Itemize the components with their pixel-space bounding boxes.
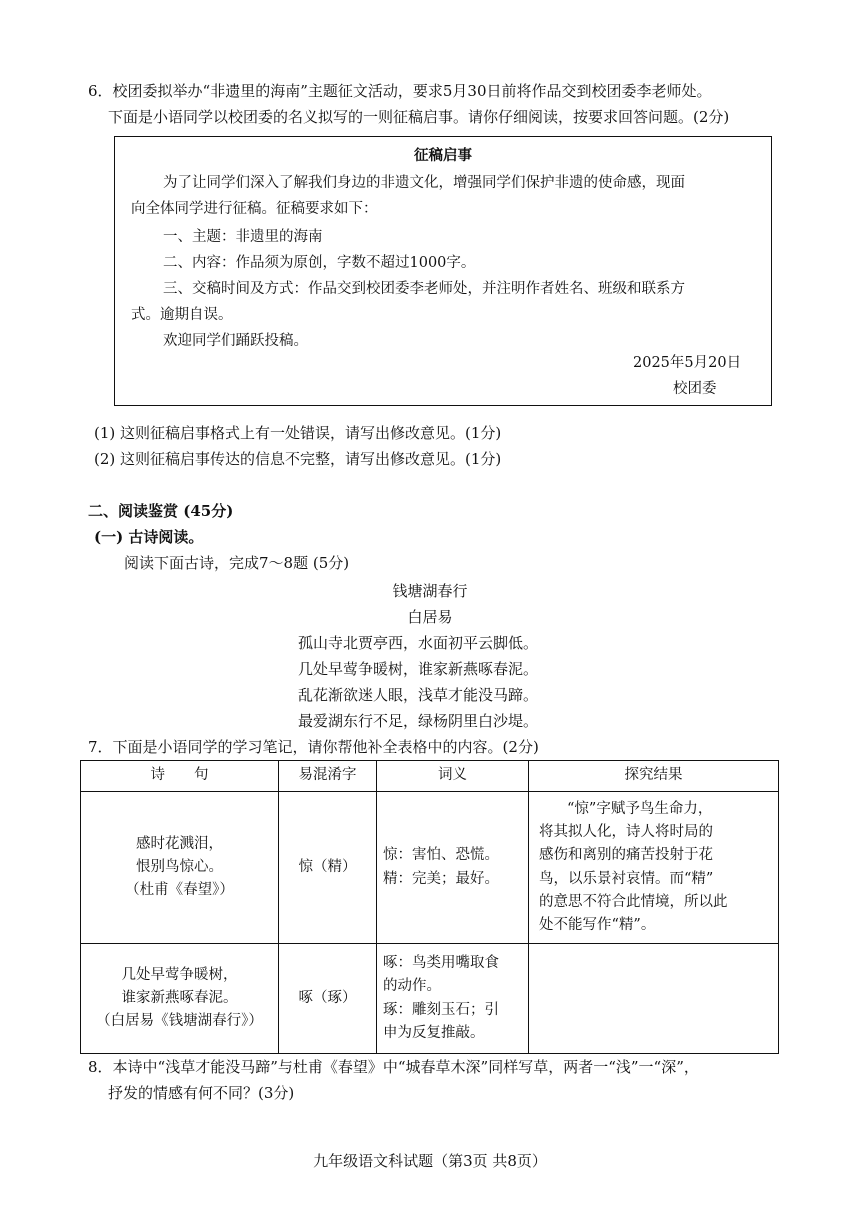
page-footer: 九年级语文科试题（第3页 共8页） [313, 1152, 547, 1170]
row2-verse-line: 谁家新燕啄春泥。 [121, 989, 238, 1006]
part-1-heading: (一) 古诗阅读。 [94, 528, 204, 546]
poem-line-4: 最爱湖东行不足，绿杨阴里白沙堤。 [298, 712, 539, 730]
header-result: 探究结果 [529, 761, 779, 792]
row1-verse-line: 恨别鸟惊心。 [136, 858, 223, 875]
poem-author: 白居易 [407, 608, 453, 626]
study-notes-table [80, 760, 779, 1054]
row2-verse-source: （白居易《钱塘湖春行》） [96, 1013, 263, 1030]
row2-meaning-line: 的动作。 [383, 978, 441, 995]
row1-result [529, 792, 779, 944]
row1-result-line: 将其拟人化，诗人将时局的 [539, 824, 713, 841]
poem-line-1: 孤山寺北贾亭西，水面初平云脚低。 [298, 634, 539, 652]
row2-result-blank[interactable] [529, 944, 779, 1054]
row2-meaning-line: 啄：鸟类用嘴取食 [383, 955, 499, 972]
notice-item-3b: 式。逾期自误。 [131, 307, 233, 323]
row1-verse-line: 感时花溅泪， [136, 835, 223, 852]
notice-intro-2: 向全体同学进行征稿。征稿要求如下： [131, 201, 378, 217]
row1-chars: 惊（精） [279, 792, 377, 944]
table-row [81, 792, 779, 944]
q8-line-2: 抒发的情感有何不同？(3分) [108, 1084, 295, 1102]
header-chars: 易混淆字 [279, 761, 377, 792]
row2-meaning-line: 申为反复推敲。 [383, 1024, 485, 1041]
header-verse: 诗 句 [81, 761, 279, 792]
row2-meaning-line: 琢：雕刻玉石；引 [383, 1001, 499, 1018]
q6-line-2: 下面是小语同学以校团委的名义拟写的一则征稿启事。请你仔细阅读，按要求回答问题。(2分) [108, 108, 730, 126]
notice-date: 2025年5月20日 [633, 355, 742, 371]
q6-line-1: 6．校团委拟举办“非遗里的海南”主题征文活动，要求5月30日前将作品交到校团委李老师处。 [88, 82, 712, 100]
row1-result-line: 感伤和离别的痛苦投射于花 [539, 847, 713, 864]
q6-sub-1: (1) 这则征稿启事格式上有一处错误，请写出修改意见。(1分) [94, 424, 502, 442]
poem-title: 钱塘湖春行 [392, 582, 468, 600]
row1-result-line: “惊”字赋予鸟生命力， [567, 800, 713, 817]
table-row [81, 944, 779, 1054]
section-2-heading: 二、阅读鉴赏 (45分) [88, 502, 234, 520]
notice-item-1: 一、主题：非遗里的海南 [163, 229, 323, 245]
row1-meaning-line: 精：完美；最好。 [383, 870, 499, 887]
notice-signer: 校团委 [673, 381, 717, 397]
row1-result-line: 处不能写作“精”。 [539, 916, 656, 933]
q7-prompt: 7．下面是小语同学的学习笔记，请你帮他补全表格中的内容。(2分) [88, 738, 539, 756]
notice-box [114, 136, 772, 406]
poem-line-2: 几处早莺争暖树，谁家新燕啄春泥。 [298, 660, 539, 678]
row2-verse [81, 944, 279, 1054]
notice-title: 征稿启事 [414, 147, 472, 164]
notice-item-3a: 三、交稿时间及方式：作品交到校团委李老师处，并注明作者姓名、班级和联系方 [163, 281, 685, 297]
row1-result-line: 鸟，以乐景衬哀情。而“精” [539, 870, 714, 887]
row1-meaning [377, 792, 529, 944]
table-header-row [81, 761, 779, 792]
row2-verse-line: 几处早莺争暖树， [121, 966, 238, 983]
row1-meaning-line: 惊：害怕、恐慌。 [383, 847, 499, 864]
notice-welcome: 欢迎同学们踊跃投稿。 [163, 333, 308, 349]
poem-instruction: 阅读下面古诗，完成7～8题 (5分) [124, 554, 350, 572]
notice-item-2: 二、内容：作品须为原创，字数不超过1000字。 [163, 255, 476, 271]
q8-line-1: 8．本诗中“浅草才能没马蹄”与杜甫《春望》中“城春草木深”同样写草，两者一“浅”一“深”， [88, 1058, 699, 1076]
row2-meaning [377, 944, 529, 1054]
row2-chars: 啄（琢） [279, 944, 377, 1054]
header-meaning: 词义 [377, 761, 529, 792]
row1-verse-source: （杜甫《春望》） [125, 882, 234, 899]
poem-line-3: 乱花渐欲迷人眼，浅草才能没马蹄。 [298, 686, 539, 704]
row1-result-line: 的意思不符合此情境，所以此 [539, 893, 728, 910]
notice-intro-1: 为了让同学们深入了解我们身边的非遗文化，增强同学们保护非遗的使命感，现面 [163, 175, 685, 191]
q6-sub-2: (2) 这则征稿启事传达的信息不完整，请写出修改意见。(1分) [94, 450, 502, 468]
row1-verse [81, 792, 279, 944]
